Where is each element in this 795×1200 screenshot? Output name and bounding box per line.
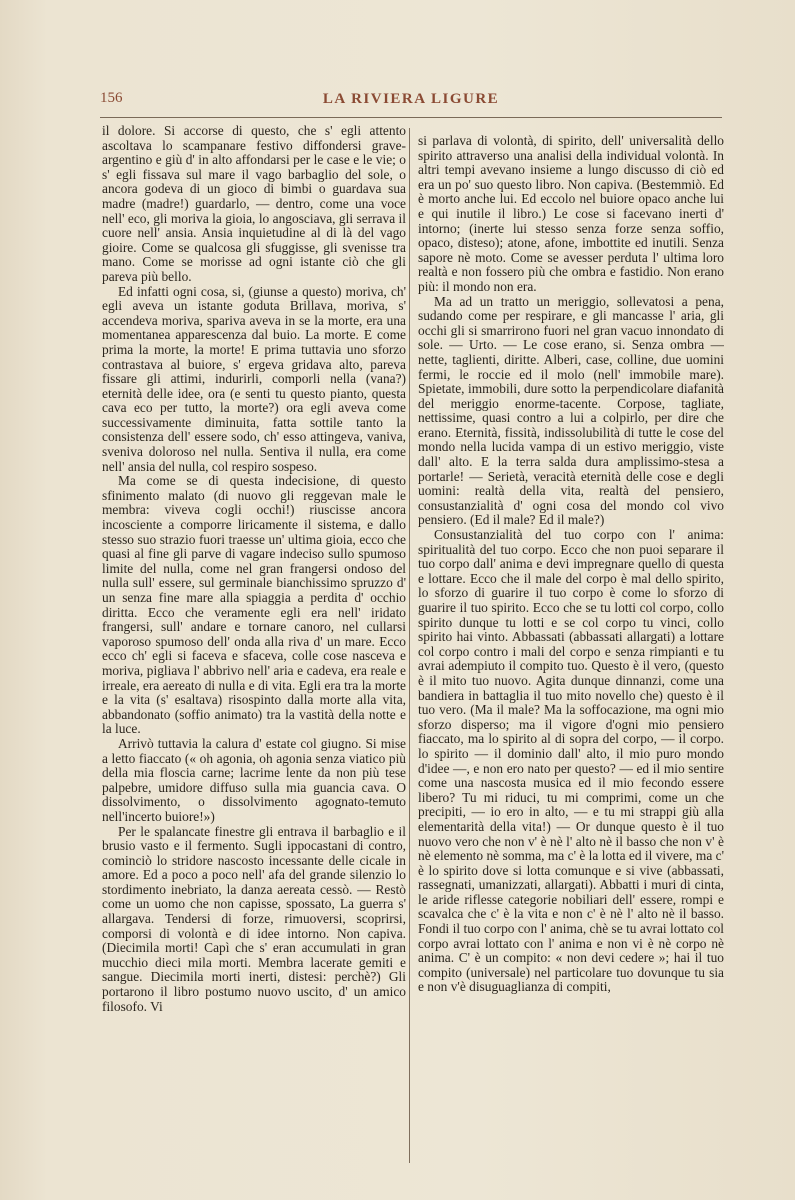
paragraph: Ma come se di questa indecisione, di questo sfinimento malato (di nuovo gli reggevan male le membra: viveva cogli occhi!) riuscisse ancora incosciente a comporre liricamente il sistema, e dallo stesso suo strazio fuori traesse un' ultima gioia, ecco che quasi al fine gli parve di vagare indeciso sullo spumoso limite del nulla, come nel gran frangersi ondoso del nulla sull' essere, sul germinale bianchissimo spruzzo d' un senza fine mare alla spiaggia a perdita d' occhio diritta. Ecco che veramente egli era nell' iridato frangersi, sull' andare e tornare canoro, nel cullarsi vaporoso spumoso dell' onda alla riva d' un mare. Ecco ecco ch' egli si faceva e sfaceva, colle cose nasceva e moriva, pigliava l' abbrivo nell' aria e cadeva, era reale e irreale, era aereato di nulla e di vita. Egli era tra la morte e la vita (s' esaltava) risospinto dalla morte alla vita, abbandonato (soffio animato) tra la vastità della notte e la luce. xyxy=(102,473,406,737)
paragraph: Per le spalancate finestre gli entrava il barbaglio e il brusio vasto e il fermento. Sugli ippocastani di contro, cominciò lo stridore nascosto incessante delle cicale in amore. Ed a poco a poco nell' afa del grande silenzio lo stordimento inebriato, la danza aereata cessò. — Restò come un uomo che non capisse, spossato, La guerra s' allargava. Tendersi di forze, rimuoversi, scoprirsi, comporsi di volontà e di idee intorno. Non capiva. (Diecimila morti! Capì che s' eran accumulati in gran mucchio dieci mila morti. Membra lacerate gemiti e sangue. Diecimila morti inerti, distesi: perchè?) Gli portarono il libro postumo nuovo uscito, d' un amico filosofo. Vi xyxy=(102,823,406,1014)
paragraph: Consustanzialità del tuo corpo con l' anima: spiritualità del tuo corpo. Ecco che non puoi separare il tuo corpo dall' anima e devi impregnare quello di questa e lottare. Ecco che il male del corpo è mal dello spirito, lo sforzo di guarire il tuo corpo è come lo sforzo di guarire il tuo spirito. Ecco che se tu lotti col corpo, collo spirito dunque tu lotti e se col corpo tu vinci, collo spirito hai vinto. Abbassati (abbassati allargati) a lottare col corpo contro i mali del corpo e senza rimpianti e tu avrai adempiuto il compito tuo. Questo è il vero, (questo è il mito tuo nuovo. Agita dunque dinnanzi, come una bandiera in battaglia il tuo mito novello che) questo è il tuo vero. (Ma il male? Ma la soffocazione, ma ogni mio sforzo disperso; ma il vigore d'ogni mio pensiero fiaccato, ma lo spirito al di sopra del corpo, — il corpo. lo spirito — il dominio dall' alto, il mio puro mondo d'idee —, e non ero nato per questo? — ed il mio sentire come una nascosta musica ed il mio fecondo essere libero? Tu mi riduci, tu mi comprimi, come un che precipiti, — io ero in alto, — e tu mi strappi giù alla elementarità della vita!) — Or dunque questo è il tuo nuovo vero che non v' è nè l' alto nè il basso che non v' è nè elemento nè somma, ma c' è la lotta ed il vivere, ma c' è lo spirito dove si lotta comunque e si vive (abbassati, rassegnati, umanizzati, allargati). Abbatti i muri di cinta, le aride riflesse categorie nobiliari dell' essere, rompi e scavalca che c' è la vita e non c' è nè l' alto nè il basso. Fondi il tuo corpo con l' anima, chè se tu avrai lottato col corpo avrai lottato con l' anima e non vi è nè corpo nè anima. C' è un compito: « non devi cedere »; hai il tuo compito (universale) nel particolare tuo dovunque tu sia e non v'è disuguaglianza di compiti, xyxy=(418,527,724,995)
header-rule xyxy=(100,117,722,118)
paragraph: si parlava di volontà, di spirito, dell' universalità dello spirito attraverso una analisi della individual volontà. In altri tempi avevano insieme a lungo discusso di ciò ed era un po' suo questo libro. Non capiva. (Bestemmiò. Ed è morto anche lui. Ed eccolo nel buiore opaco anche lui e qui inutile il libro.) Le cose si facevano inerti d' intorno; (inerte lui stesso senza forze senza soffio, opaco, disteso); atone, afone, imbottite ed inutili. Senza sapore nè moto. Come se avesser perduta l' ultima loro realtà e non fossero più che ombra e fastidio. Non erano più: il mondo non era. xyxy=(418,134,724,294)
paragraph: Ed infatti ogni cosa, si, (giunse a questo) moriva, ch' egli aveva un istante goduta Brillava, moriva, s' accendeva moriva, spariva aveva in se la morte, era una momentanea apparescenza dal buio. La morte. E come prima la morte, la morte! E prima tuttavia uno sforzo contrastava al buiore, s' ergeva gridava alto, pareva fissare gli attimi, indurirli, comporli nella (vana?) eternità delle idee, ora (e senti tu questo pianto, questa cava eco per tutto, la morte?) ora egli aveva come successivamente diminuita, fatta sottile tanto la consistenza dell' essere sodo, ch' esso attingeva, vaniva, sveniva doloroso nel nulla. Sentiva il nulla, era come nell' ansia del nulla, col respiro sospeso. xyxy=(102,283,406,474)
column-divider xyxy=(409,128,410,1163)
right-column xyxy=(418,134,724,1160)
page-header xyxy=(100,88,722,110)
page-number: 156 xyxy=(100,90,123,106)
paragraph: Ma ad un tratto un meriggio, sollevatosi a pena, sudando come per respirare, e gli mancasse l' aria, gli occhi gli si smarrirono fuori nel gran vacuo innondato di sole. — Urto. — Le cose erano, si. Senza ombra — nette, taglienti, diritte. Alberi, case, colline, due uomini fermi, le roccie ed il molo (nell' immobile mare). Spietate, immobili, dure sotto la perpendicolare diafanità del meriggio enorme-tacente. Corpose, tagliate, nettissime, quasi contro a lui a colpirlo, per dire che erano. Eternità, fissità, indissolubilità di tutte le cose del mondo nella lucida vampa di un estivo meriggio, viste dall' alto. E la terra salda dura amplissimo-stesa a portarle! — Serietà, veracità eternità delle cose e degli uomini: realtà della vita, realtà del pensiero, consustanzialità d' ogni cosa del mondo col vivo pensiero. (Ed il male? Ed il male?) xyxy=(418,293,724,528)
running-title: LA RIVIERA LIGURE xyxy=(322,91,500,107)
left-column xyxy=(102,124,406,1164)
paragraph: Arrivò tuttavia la calura d' estate col giugno. Si mise a letto fiaccato (« oh agonia, oh agonia senza viatico più della mia floscia carne; lacrime lente da non più tese palpebre, umidore diffuso sulla mia guancia cava. O dissolvimento, o dissolvimento agognato-temuto nell'incerto buiore!») xyxy=(102,735,406,824)
paragraph: il dolore. Si accorse di questo, che s' egli attento ascoltava lo scampanare festivo diffondersi grave-argentino e giù d' in alto affondarsi per le case e le vie; o s' egli fissava sul mare il vago barbaglio del sole, o ancora godeva di un gioco di bimbi o guardava sua madre (madre!) guardarlo, — dentro, come una voce nell' eco, gli moriva la gioia, lo angosciava, gli serrava il cuore nell' ansia. Ansia inquietudine al di là del vago gioire. Come se qualcosa gli sfuggisse, gli svenisse tra mano. Come se morisse ad ogni istante ciò che gli pareva più bello. xyxy=(102,124,406,284)
